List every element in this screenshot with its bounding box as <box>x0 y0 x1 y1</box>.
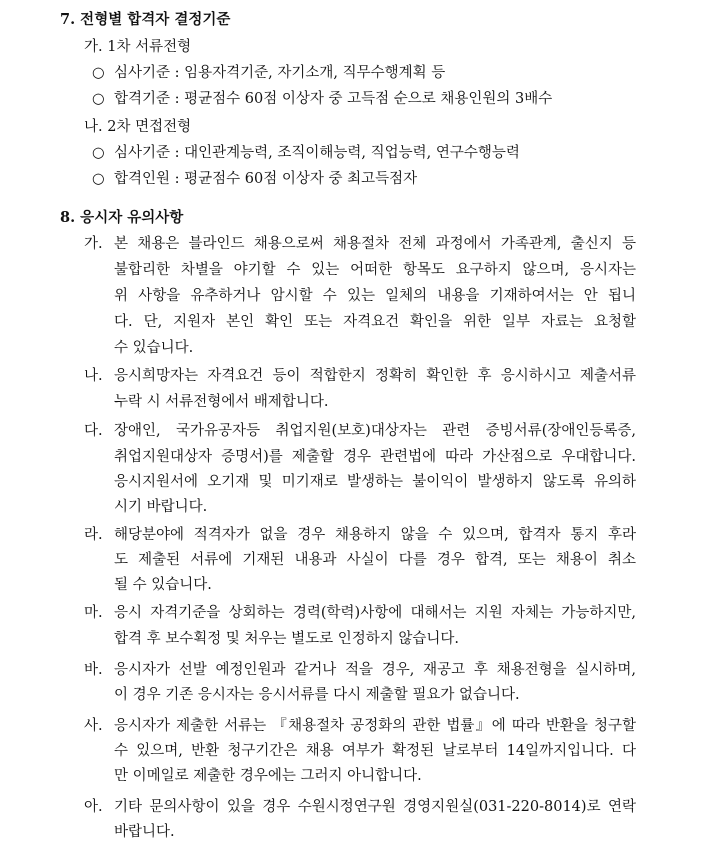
circle-bullet: ○ <box>92 91 105 107</box>
note-mark: 나. <box>84 368 103 384</box>
note-line: 수 있으며, 반환 청구기간은 채용 여부가 확정된 날로부터 14일까지입니다. 다 <box>114 743 636 759</box>
note-line: 장애인, 국가유공자등 취업지원(보호)대상자는 관련 증빙서류(장애인등록증, <box>114 423 636 439</box>
note-line: 시기 바랍니다. <box>114 499 208 515</box>
circle-bullet: ○ <box>92 145 105 161</box>
note-mark: 마. <box>84 605 103 621</box>
note-line: 응시자가 선발 예정인원과 같거나 적을 경우, 재공고 후 채용전형을 실시하며, <box>114 662 636 678</box>
note-mark: 다. <box>84 423 103 439</box>
note-line: 누락 시 서류전형에서 배제합니다. <box>114 394 329 410</box>
note-line: 응시희망자는 자격요건 등이 적합한지 정확히 확인한 후 응시하시고 제출서류 <box>114 368 636 384</box>
note-line: 불합리한 차별을 야기할 수 있는 어떠한 항목도 요구하지 않으며, 응시자는 <box>114 262 636 278</box>
stage-2-item-2-text: 합격인원 : 평균점수 60점 이상자 중 최고득점자 <box>114 171 418 187</box>
stage-1-item-2 <box>92 89 552 109</box>
note-line: 응시지원서에 오기재 및 미기재로 발생하는 불이익이 발생하지 않도록 유의하 <box>114 474 636 490</box>
stage-2-label: 나. 2차 면접전형 <box>84 119 192 135</box>
note-line: 본 채용은 블라인드 채용으로써 채용절차 전체 과정에서 가족관계, 출신지 등 <box>114 236 636 252</box>
note-line: 수 있습니다. <box>114 340 194 356</box>
note-line: 될 수 있습니다. <box>114 577 212 593</box>
section-7-title: 7. 전형별 합격자 결정기준 <box>60 11 231 28</box>
stage-2-item-2 <box>92 169 417 189</box>
stage-2-item-1-text: 심사기준 : 대인관계능력, 조직이해능력, 직업능력, 연구수행능력 <box>114 145 520 161</box>
note-mark: 아. <box>84 799 103 815</box>
note-line: 이 경우 기존 응시자는 응시서류를 다시 제출할 필요가 없습니다. <box>114 687 520 703</box>
note-line: 기타 문의사항이 있을 경우 수원시정연구원 경영지원실(031-220-8014)로 연락 <box>114 799 636 815</box>
note-line: 취업지원대상자 증명서)를 제출할 경우 관련법에 따라 가산점으로 우대합니다. <box>114 449 636 465</box>
circle-bullet: ○ <box>92 65 105 81</box>
note-line: 응시자가 제출한 서류는 『채용절차 공정화의 관한 법률』에 따라 반환을 청구할 <box>114 718 636 734</box>
section-8-title: 8. 응시자 유의사항 <box>60 209 184 226</box>
note-line: 합격 후 보수획정 및 처우는 별도로 인정하지 않습니다. <box>114 631 460 647</box>
stage-1-item-1-text: 심사기준 : 임용자격기준, 자기소개, 직무수행계획 등 <box>114 65 446 81</box>
note-line: 위 사항을 유추하거나 암시할 수 있는 일체의 내용을 기재하여서는 안 됩니 <box>114 288 636 304</box>
stage-1-item-1 <box>92 63 445 83</box>
stage-2-item-1 <box>92 143 520 163</box>
note-line: 해당분야에 적격자가 없을 경우 채용하지 않을 수 있으며, 합격자 통지 후라 <box>114 527 636 543</box>
stage-1-item-2-text: 합격기준 : 평균점수 60점 이상자 중 고득점 순으로 채용인원의 3배수 <box>114 91 553 107</box>
stage-1-label: 가. 1차 서류전형 <box>84 39 192 55</box>
note-line: 만 이메일로 제출한 경우에는 그러지 아니합니다. <box>114 768 422 784</box>
note-mark: 가. <box>84 236 103 252</box>
note-line: 도 제출된 서류에 기재된 내용과 사실이 다를 경우 합격, 또는 채용이 취소 <box>114 552 636 568</box>
note-line: 바랍니다. <box>114 824 175 840</box>
note-line: 다. 단, 지원자 본인 확인 또는 자격요건 확인을 위한 일부 자료는 요청할 <box>114 314 636 330</box>
circle-bullet: ○ <box>92 171 105 187</box>
note-mark: 바. <box>84 662 103 678</box>
note-mark: 사. <box>84 718 103 734</box>
note-mark: 라. <box>84 527 103 543</box>
note-line: 응시 자격기준을 상회하는 경력(학력)사항에 대해서는 지원 자체는 가능하지만, <box>114 605 636 621</box>
